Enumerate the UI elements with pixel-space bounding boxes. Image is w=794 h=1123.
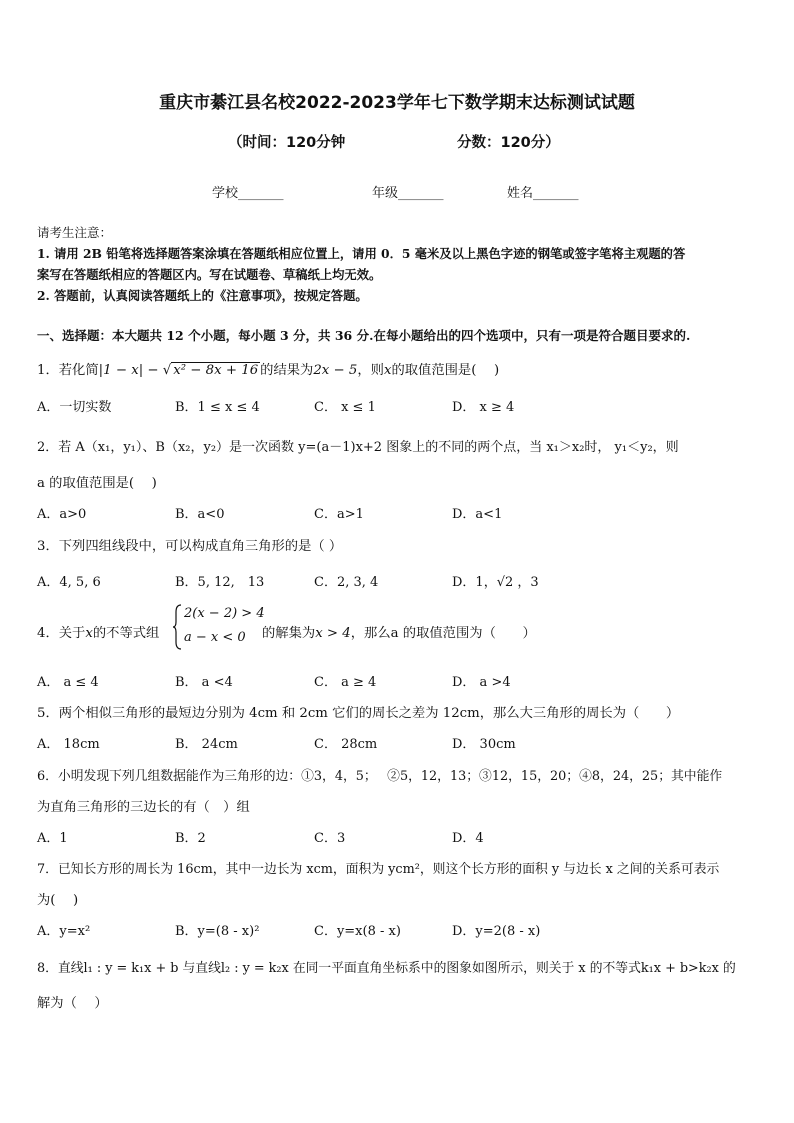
question-4-prefix: 4．关于x的不等式组 [37, 626, 160, 641]
q7-option-a: A．y=x² [37, 924, 91, 939]
q7-option-b: B．y=(8 - x)² [175, 924, 260, 939]
page-title: 重庆市綦江县名校2022-2023学年七下数学期末达标测试试题 [159, 93, 635, 113]
q4-option-a: A． a ≤ 4 [37, 675, 99, 690]
q3-option-d: D．1，√2 ，3 [452, 575, 539, 590]
inequality-system [172, 604, 265, 650]
school-field: 学校_______ [212, 186, 284, 201]
q3-option-a: A．4, 5, 6 [37, 575, 101, 590]
question-2-line-1: 2．若 A（x₁，y₁）、B（x₂，y₂）是一次函数 y=(a－1)x+2 图象上的不同的两个点，当 x₁＞x₂时， y₁＜y₂，则 [37, 440, 679, 455]
section-heading: 一、选择题：本大题共 12 个小题，每小题 3 分，共 36 分.在每小题给出的四个选项中，只有一项是符合题目要求的. [37, 328, 691, 343]
inequality-row-2: a − x < 0 [184, 630, 246, 645]
question-8-line-1: 8．直线l₁ : y = k₁x + b 与直线l₂ : y = k₂x 在同一平面直角坐标系中的图象如图所示，则关于 x 的不等式k₁x + b>k₂x 的 [37, 961, 736, 976]
q3-option-c: C．2, 3, 4 [314, 575, 379, 590]
q1-option-d: D． x ≥ 4 [452, 400, 515, 415]
q5-option-d: D． 30cm [452, 737, 516, 752]
question-5: 5．两个相似三角形的最短边分别为 4cm 和 2cm 它们的周长之差为 12cm，那么大三角形的周长为（ ） [37, 706, 680, 721]
q7-option-c: C．y=x(8 - x) [314, 924, 401, 939]
question-7-line-2: 为( ) [37, 893, 79, 908]
q6-option-c: C．3 [314, 831, 346, 846]
q6-option-b: B．2 [175, 831, 206, 846]
question-2-line-2: a 的取值范围是( ) [37, 476, 157, 491]
q1-option-b: B．1 ≤ x ≤ 4 [175, 400, 260, 415]
q2-option-a: A．a>0 [37, 507, 87, 522]
q4-option-d: D． a >4 [452, 675, 511, 690]
notice-line-2: 2. 答题前，认真阅读答题纸上的《注意事项》，按规定答题。 [37, 288, 368, 303]
q5-option-b: B． 24cm [175, 737, 238, 752]
q2-option-c: C．a>1 [314, 507, 364, 522]
question-3: 3．下列四组线段中，可以构成直角三角形的是（ ） [37, 539, 343, 554]
notice-heading: 请考生注意： [37, 225, 113, 240]
inequality-row-1: 2(x − 2) > 4 [184, 606, 265, 621]
score-label: 分数：120分） [457, 135, 560, 151]
brace-icon [172, 604, 182, 650]
q6-option-d: D．4 [452, 831, 484, 846]
q6-option-a: A．1 [37, 831, 68, 846]
q1-option-a: A．一切实数 [37, 400, 112, 415]
q1-option-c: C． x ≤ 1 [314, 400, 376, 415]
q4-option-b: B． a <4 [175, 675, 233, 690]
question-8-line-2: 解为（ ） [37, 996, 108, 1011]
question-6-line-2: 为直角三角形的三边长的有（ ）组 [37, 800, 250, 815]
q2-option-d: D．a<1 [452, 507, 503, 522]
grade-field: 年级_______ [372, 186, 444, 201]
question-4-suffix: 的解集为x > 4，那么a 的取值范围为（ ） [262, 626, 536, 641]
time-label: （时间：120分钟 [228, 135, 346, 151]
q5-option-a: A． 18cm [37, 737, 100, 752]
question-1: 1．若化简|1 − x| − √ x² − 8x + 16 的结果为2x − 5，则x的取值范围是( ) [37, 363, 500, 378]
q5-option-c: C． 28cm [314, 737, 378, 752]
question-6-line-1: 6．小明发现下列几组数据能作为三角形的边：①3，4，5； ②5，12，13；③12，15，20；④8，24，25；其中能作 [37, 769, 723, 784]
q4-option-c: C． a ≥ 4 [314, 675, 377, 690]
q7-option-d: D．y=2(8 - x) [452, 924, 541, 939]
q3-option-b: B．5, 12, 13 [175, 575, 265, 590]
notice-line-1b: 案写在答题纸相应的答题区内。写在试题卷、草稿纸上均无效。 [37, 267, 382, 282]
notice-line-1: 1. 请用 2B 铅笔将选择题答案涂填在答题纸相应位置上，请用 0．5 毫米及以上黑色字迹的钢笔或签字笔将主观题的答 [37, 246, 686, 261]
question-7-line-1: 7．已知长方形的周长为 16cm，其中一边长为 xcm，面积为 ycm²，则这个长方形的面积 y 与边长 x 之间的关系可表示 [37, 862, 720, 877]
name-field: 姓名_______ [507, 186, 579, 201]
q2-option-b: B．a<0 [175, 507, 225, 522]
